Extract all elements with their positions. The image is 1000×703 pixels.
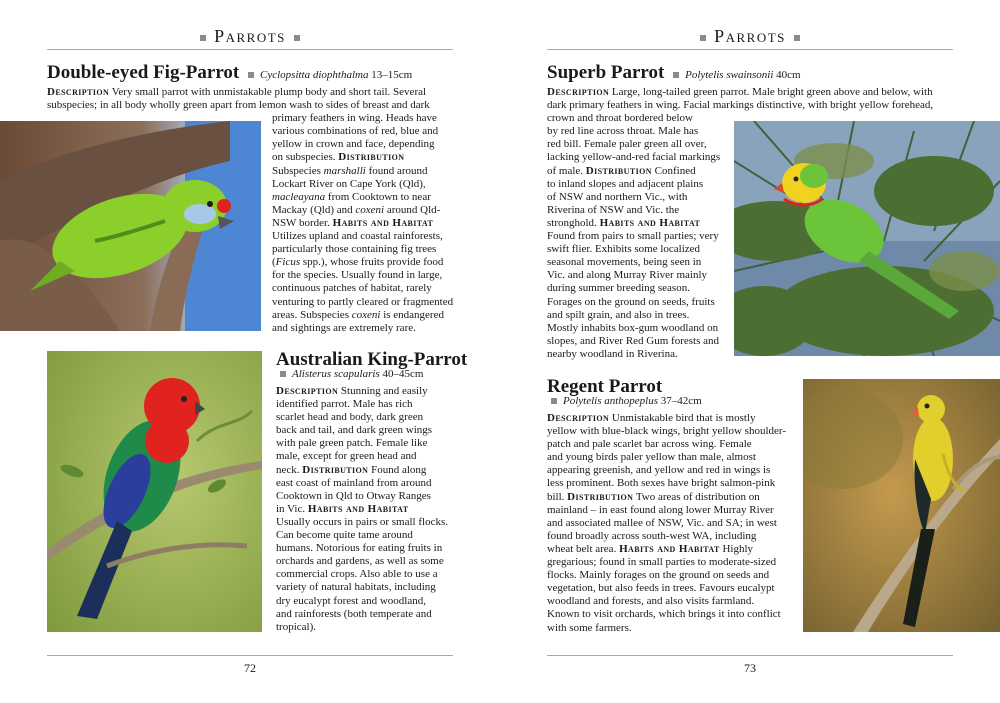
- text-run: Lockart River on Cape York (Qld),: [272, 177, 426, 190]
- scientific-name-line: Polytelis anthopeplus 37–42cm: [547, 395, 702, 407]
- text-run: with pale green patch. Female like: [276, 437, 428, 450]
- text-run: wheat belt area.: [547, 542, 620, 555]
- text-line: [547, 425, 797, 438]
- text-run: Forages on the ground on seeds, fruits: [547, 295, 715, 308]
- right-page: [500, 0, 1000, 703]
- square-bullet-icon: [294, 35, 300, 41]
- text-run: scarlet head and body, dark green: [276, 411, 424, 424]
- text-run: red bill. Female paler green all over,: [547, 138, 707, 151]
- text-run: and rainforests (both temperate and: [276, 607, 432, 620]
- page-number: 73: [744, 661, 756, 675]
- text-run: Utilizes upland and coastal rainforests,: [272, 230, 443, 243]
- entry-text-king-parrot: [276, 385, 466, 634]
- text-run: (: [272, 256, 276, 269]
- text-run: male, except for green head and: [276, 450, 417, 463]
- text-line: [276, 568, 466, 581]
- text-run: subspecies; in all body wholly green apart from lemon wash to sides of breast and dark: [47, 99, 430, 112]
- section-label: Description: [47, 86, 110, 98]
- text-run: venturing to partly cleared or fragmented: [272, 295, 454, 308]
- text-line: [276, 464, 466, 477]
- text-run: orchards and gardens, as well as some: [276, 555, 444, 568]
- text-run: in Vic.: [276, 502, 308, 515]
- photo-superb-parrot: [734, 121, 1000, 356]
- text-run: slopes, and River Red Gum forests and: [547, 334, 719, 347]
- text-line: [547, 451, 797, 464]
- text-line: [547, 464, 797, 477]
- text-run: NSW border.: [272, 216, 333, 229]
- text-line: [547, 99, 957, 112]
- text-run: primary feathers in wing. Heads have: [272, 112, 437, 125]
- text-line: [547, 412, 797, 425]
- photo-double-eyed-fig-parrot: [0, 121, 261, 331]
- text-line: [547, 477, 797, 490]
- text-run: crown and throat bordered below: [547, 112, 694, 125]
- entry-title-fig-parrot: Double-eyed Fig-Parrot Cyclopsitta diophthalma 13–15cm: [47, 62, 413, 83]
- text-line: [276, 490, 466, 503]
- text-run: flocks. Mainly forages on the ground on seeds and: [547, 569, 770, 582]
- section-label: Distribution: [338, 151, 405, 164]
- text-line: [547, 86, 957, 99]
- text-line: [276, 503, 466, 516]
- text-run: Found from pairs to small parties; very: [547, 230, 719, 243]
- section-label: Habits and Habitat: [619, 542, 720, 555]
- text-line: [547, 517, 797, 530]
- square-bullet-icon: [673, 72, 679, 78]
- section-label: Description: [547, 412, 610, 424]
- text-run: around Qld-: [384, 203, 441, 216]
- text-line: [547, 595, 797, 608]
- text-run: Found along: [368, 463, 427, 476]
- text-line: [547, 556, 797, 569]
- text-run: on subspecies.: [272, 151, 339, 164]
- text-run: various combinations of red, blue and: [272, 125, 439, 138]
- text-run: and sightings are extremely rare.: [272, 321, 416, 334]
- text-line: [276, 542, 466, 555]
- square-bullet-icon: [200, 35, 206, 41]
- text-run: gregarious; found in small parties to moderate-sized: [547, 556, 777, 569]
- section-label: Habits and Habitat: [599, 216, 701, 229]
- text-run: mainland – in east found along lower Murray River: [547, 503, 774, 516]
- text-line: [547, 582, 797, 595]
- text-run: lacking yellow-and-red facial markings: [547, 151, 721, 164]
- text-run: Two areas of distribution on: [633, 490, 760, 503]
- text-run: and young birds paler yellow than male, almost: [547, 451, 756, 464]
- text-run: seasonal movements, being seen in: [547, 256, 702, 269]
- text-run: macleayana: [272, 190, 326, 203]
- text-line: [547, 622, 797, 635]
- text-run: humans. Notorious for eating fruits in: [276, 542, 443, 555]
- footer-rule: [547, 655, 953, 656]
- running-head-left: Parrots: [0, 26, 500, 47]
- section-label: Description: [276, 385, 339, 397]
- text-line: [276, 529, 466, 542]
- text-run: particularly those containing fig trees: [272, 243, 437, 256]
- section-label: Description: [547, 86, 610, 98]
- text-line: [276, 621, 466, 634]
- page-number: 72: [244, 661, 256, 675]
- text-run: Vic. and along Murray River mainly: [547, 269, 708, 282]
- square-bullet-icon: [551, 398, 557, 404]
- text-run: dry eucalypt forest and woodland,: [276, 594, 426, 607]
- text-run: yellow with blue-black wings, bright yellow shoulder-: [547, 425, 786, 438]
- text-line: [547, 438, 797, 451]
- text-run: Known to visit orchards, which brings it into conflict: [547, 608, 781, 621]
- text-run: areas. Subspecies: [272, 308, 352, 321]
- text-run: neck.: [276, 463, 303, 476]
- text-run: woodland and forests, and also visits farmland.: [547, 595, 755, 608]
- text-run: during summer breeding season.: [547, 282, 690, 295]
- text-line: [276, 555, 466, 568]
- header-rule: [47, 49, 453, 50]
- header-rule: [547, 49, 953, 50]
- text-line: [276, 385, 466, 398]
- text-run: of male.: [547, 164, 586, 177]
- entry-text-regent-parrot: [547, 412, 797, 635]
- text-line: [547, 543, 797, 556]
- section-label: Distribution: [567, 490, 634, 503]
- text-line: [547, 504, 797, 517]
- text-run: of NSW and northern Vic., with: [547, 190, 688, 203]
- text-run: vegetation, but also feeds in trees. Favours eucalypt: [547, 582, 775, 595]
- entry-title-regent-parrot: Regent Parrot: [547, 376, 663, 397]
- text-run: for the species. Usually found in large,: [272, 269, 443, 282]
- section-label: Habits and Habitat: [332, 216, 434, 229]
- text-line: [276, 424, 466, 437]
- text-run: Mackay (Qld) and: [272, 203, 356, 216]
- text-line: [547, 530, 797, 543]
- text-run: patch and pale scarlet bar across wing. Female: [547, 438, 752, 451]
- text-run: dark primary feathers in wing. Facial markings distinctive, with bright yellow forehead,: [547, 99, 934, 112]
- text-run: Unmistakable bird that is mostly: [609, 412, 756, 424]
- text-line: [47, 86, 457, 99]
- text-line: [276, 595, 466, 608]
- text-run: identified parrot. Male has rich: [276, 398, 413, 411]
- footer-rule: [47, 655, 453, 656]
- text-line: [547, 608, 797, 621]
- text-run: Large, long-tailed green parrot. Male bright green above and below, with: [609, 86, 933, 98]
- text-line: [276, 516, 466, 529]
- text-run: Cooktown in Qld to Otway Ranges: [276, 489, 431, 502]
- text-line: [276, 608, 466, 621]
- text-run: Confined: [651, 164, 696, 177]
- scientific-name-line: Alisterus scapularis 40–45cm: [276, 368, 423, 380]
- text-run: Subspecies: [272, 164, 324, 177]
- text-line: [276, 450, 466, 463]
- text-run: back and tail, and dark green wings: [276, 424, 433, 437]
- section-label: Habits and Habitat: [307, 502, 409, 515]
- text-line: [276, 437, 466, 450]
- text-run: coxeni: [351, 308, 381, 321]
- text-run: tropical).: [276, 620, 317, 633]
- text-run: bill.: [547, 490, 568, 503]
- text-run: is endangered: [380, 308, 444, 321]
- text-run: variety of natural habitats, including: [276, 581, 436, 594]
- text-run: Ficus: [275, 256, 301, 269]
- text-run: marshalli: [323, 164, 366, 177]
- text-run: Mostly inhabits box-gum woodland on: [547, 321, 719, 334]
- text-line: [47, 99, 457, 112]
- text-run: Usually occurs in pairs or small flocks.: [276, 515, 448, 528]
- text-run: swift flier. Exhibits some localized: [547, 243, 701, 256]
- text-line: [276, 411, 466, 424]
- square-bullet-icon: [794, 35, 800, 41]
- scientific-name-line: Polytelis swainsonii 40cm: [669, 69, 801, 81]
- text-run: to inland slopes and adjacent plains: [547, 177, 704, 190]
- text-line: [276, 581, 466, 594]
- section-label: Distribution: [585, 164, 652, 177]
- text-run: by red line across throat. Male has: [547, 125, 699, 138]
- text-run: less prominent. Both sexes have bright salmon-pink: [547, 477, 776, 490]
- text-run: and spilt grain, and also in trees.: [547, 308, 690, 321]
- text-run: commercial crops. Also able to use a: [276, 568, 438, 581]
- text-run: spp.), whose fruits provide food: [300, 256, 444, 269]
- scientific-name-line: Cyclopsitta diophthalma 13–15cm: [244, 69, 412, 81]
- text-run: and associated mallee of NSW, Vic. and SA; in west: [547, 516, 777, 529]
- text-line: [276, 477, 466, 490]
- entry-title-king-parrot: Australian King-Parrot: [276, 349, 468, 370]
- text-run: east coast of mainland from around: [276, 476, 432, 489]
- photo-regent-parrot: [803, 379, 1000, 632]
- text-run: Highly: [719, 542, 754, 555]
- running-head-right: Parrots: [500, 26, 1000, 47]
- text-run: Riverina of NSW and Vic. the: [547, 203, 680, 216]
- entry-title-superb-parrot: Superb Parrot Polytelis swainsonii 40cm: [547, 62, 801, 83]
- text-run: stronghold.: [547, 216, 600, 229]
- square-bullet-icon: [700, 35, 706, 41]
- text-run: found around: [365, 164, 428, 177]
- text-line: [547, 491, 797, 504]
- section-label: Distribution: [302, 463, 369, 476]
- text-run: Can become quite tame around: [276, 529, 413, 542]
- square-bullet-icon: [248, 72, 254, 78]
- text-line: [276, 398, 466, 411]
- text-run: nearby woodland in Riverina.: [547, 347, 678, 360]
- text-run: from Cooktown to near: [325, 190, 431, 203]
- text-line: [547, 569, 797, 582]
- text-run: coxeni: [355, 203, 385, 216]
- photo-australian-king-parrot: [47, 351, 262, 632]
- text-run: with some farmers.: [547, 621, 632, 634]
- text-run: yellow in crown and face, depending: [272, 138, 435, 151]
- text-run: Very small parrot with unmistakable plump body and short tail. Several: [109, 86, 427, 98]
- text-run: found broadly across south-west WA, including: [547, 529, 757, 542]
- text-run: appearing greenish, and yellow and red in wings is: [547, 464, 771, 477]
- text-run: Stunning and easily: [338, 385, 428, 397]
- text-run: continuous patches of habitat, rarely: [272, 282, 432, 295]
- square-bullet-icon: [280, 371, 286, 377]
